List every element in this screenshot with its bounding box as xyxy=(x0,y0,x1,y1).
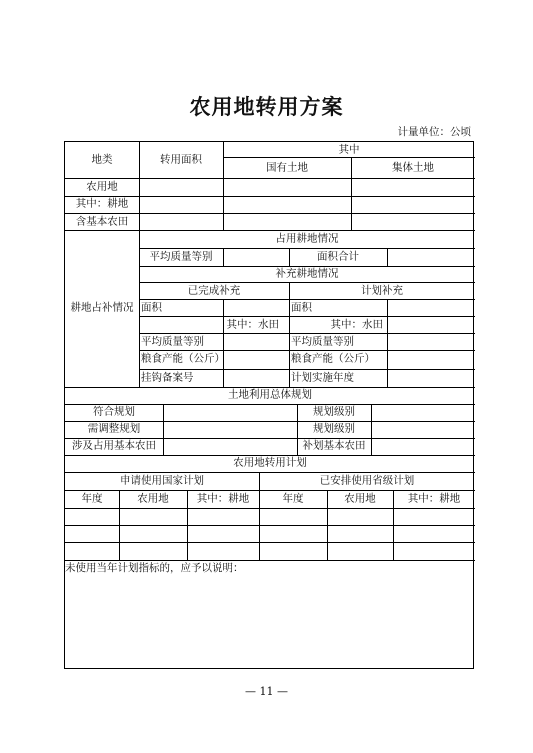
occupied-farmland-title: 占用耕地情况 xyxy=(275,232,339,245)
completed-supplement-label: 已完成补充 xyxy=(187,284,241,297)
column-header-agricultural-land: 农用地 xyxy=(137,492,169,505)
plan-level-label-2: 规划级别 xyxy=(313,422,355,435)
occupied-avg-quality-label: 平均质量等别 xyxy=(149,250,213,263)
conforms-plan-label: 符合规划 xyxy=(93,405,135,418)
farmland-balance-label: 耕地占补情况 xyxy=(70,301,134,314)
remarks-label: 未使用当年计划指标的，应予以说明： xyxy=(65,562,244,574)
land-use-plan-title: 土地利用总体规划 xyxy=(228,388,312,401)
planned-avg-quality-label: 平均质量等别 xyxy=(291,335,354,348)
conversion-plan-title: 农用地转用计划 xyxy=(233,456,307,469)
header-conversion-area: 转用面积 xyxy=(160,153,202,166)
completed-grain-capacity-label: 粮食产能（公斤） xyxy=(141,352,225,365)
linked-record-no-label: 挂钩备案号 xyxy=(141,371,194,384)
completed-avg-quality-label: 平均质量等别 xyxy=(141,335,204,348)
column-header-year: 年度 xyxy=(81,492,103,505)
document-title: 农用地转用方案 xyxy=(189,94,344,119)
conversion-plan-form xyxy=(64,141,474,669)
completed-paddy-label: 其中：水田 xyxy=(226,318,279,331)
occupied-area-total-label: 面积合计 xyxy=(317,250,359,263)
header-of-which: 其中 xyxy=(338,143,360,156)
plan-level-label: 规划级别 xyxy=(313,405,355,418)
needs-adjustment-label: 需调整规划 xyxy=(87,422,141,435)
column-header-agricultural-land-2: 农用地 xyxy=(344,492,376,505)
provincial-quota-label: 已安排使用省级计划 xyxy=(319,474,415,487)
involves-basic-farmland-label: 涉及占用基本农田 xyxy=(72,439,156,452)
page-number: — 11 — xyxy=(245,685,288,698)
planned-supplement-label: 计划补充 xyxy=(361,284,403,297)
plan-year-label: 计划实施年度 xyxy=(291,371,354,384)
column-header-cultivated-land: 其中：耕地 xyxy=(196,492,250,505)
unit-label: 计量单位：公顷 xyxy=(397,126,471,138)
planned-paddy-label: 其中：水田 xyxy=(330,318,383,331)
national-quota-label: 申请使用国家计划 xyxy=(120,474,204,487)
planned-area-label: 面积 xyxy=(291,301,312,314)
column-header-year-2: 年度 xyxy=(282,492,304,505)
planned-grain-capacity-label: 粮食产能（公斤） xyxy=(291,352,375,365)
row-cultivated-land: 其中：耕地 xyxy=(75,197,129,210)
row-agricultural-land: 农用地 xyxy=(86,180,118,193)
header-land-type: 地类 xyxy=(91,153,113,166)
header-collective-land: 集体土地 xyxy=(392,161,434,174)
row-basic-farmland: 含基本农田 xyxy=(75,215,129,228)
completed-area-label: 面积 xyxy=(141,301,162,314)
supplement-farmland-title: 补充耕地情况 xyxy=(275,267,339,280)
header-state-owned-land: 国有土地 xyxy=(266,161,308,174)
column-header-cultivated-land-2: 其中：耕地 xyxy=(407,492,461,505)
supplement-basic-farmland-label: 补划基本农田 xyxy=(302,439,366,452)
